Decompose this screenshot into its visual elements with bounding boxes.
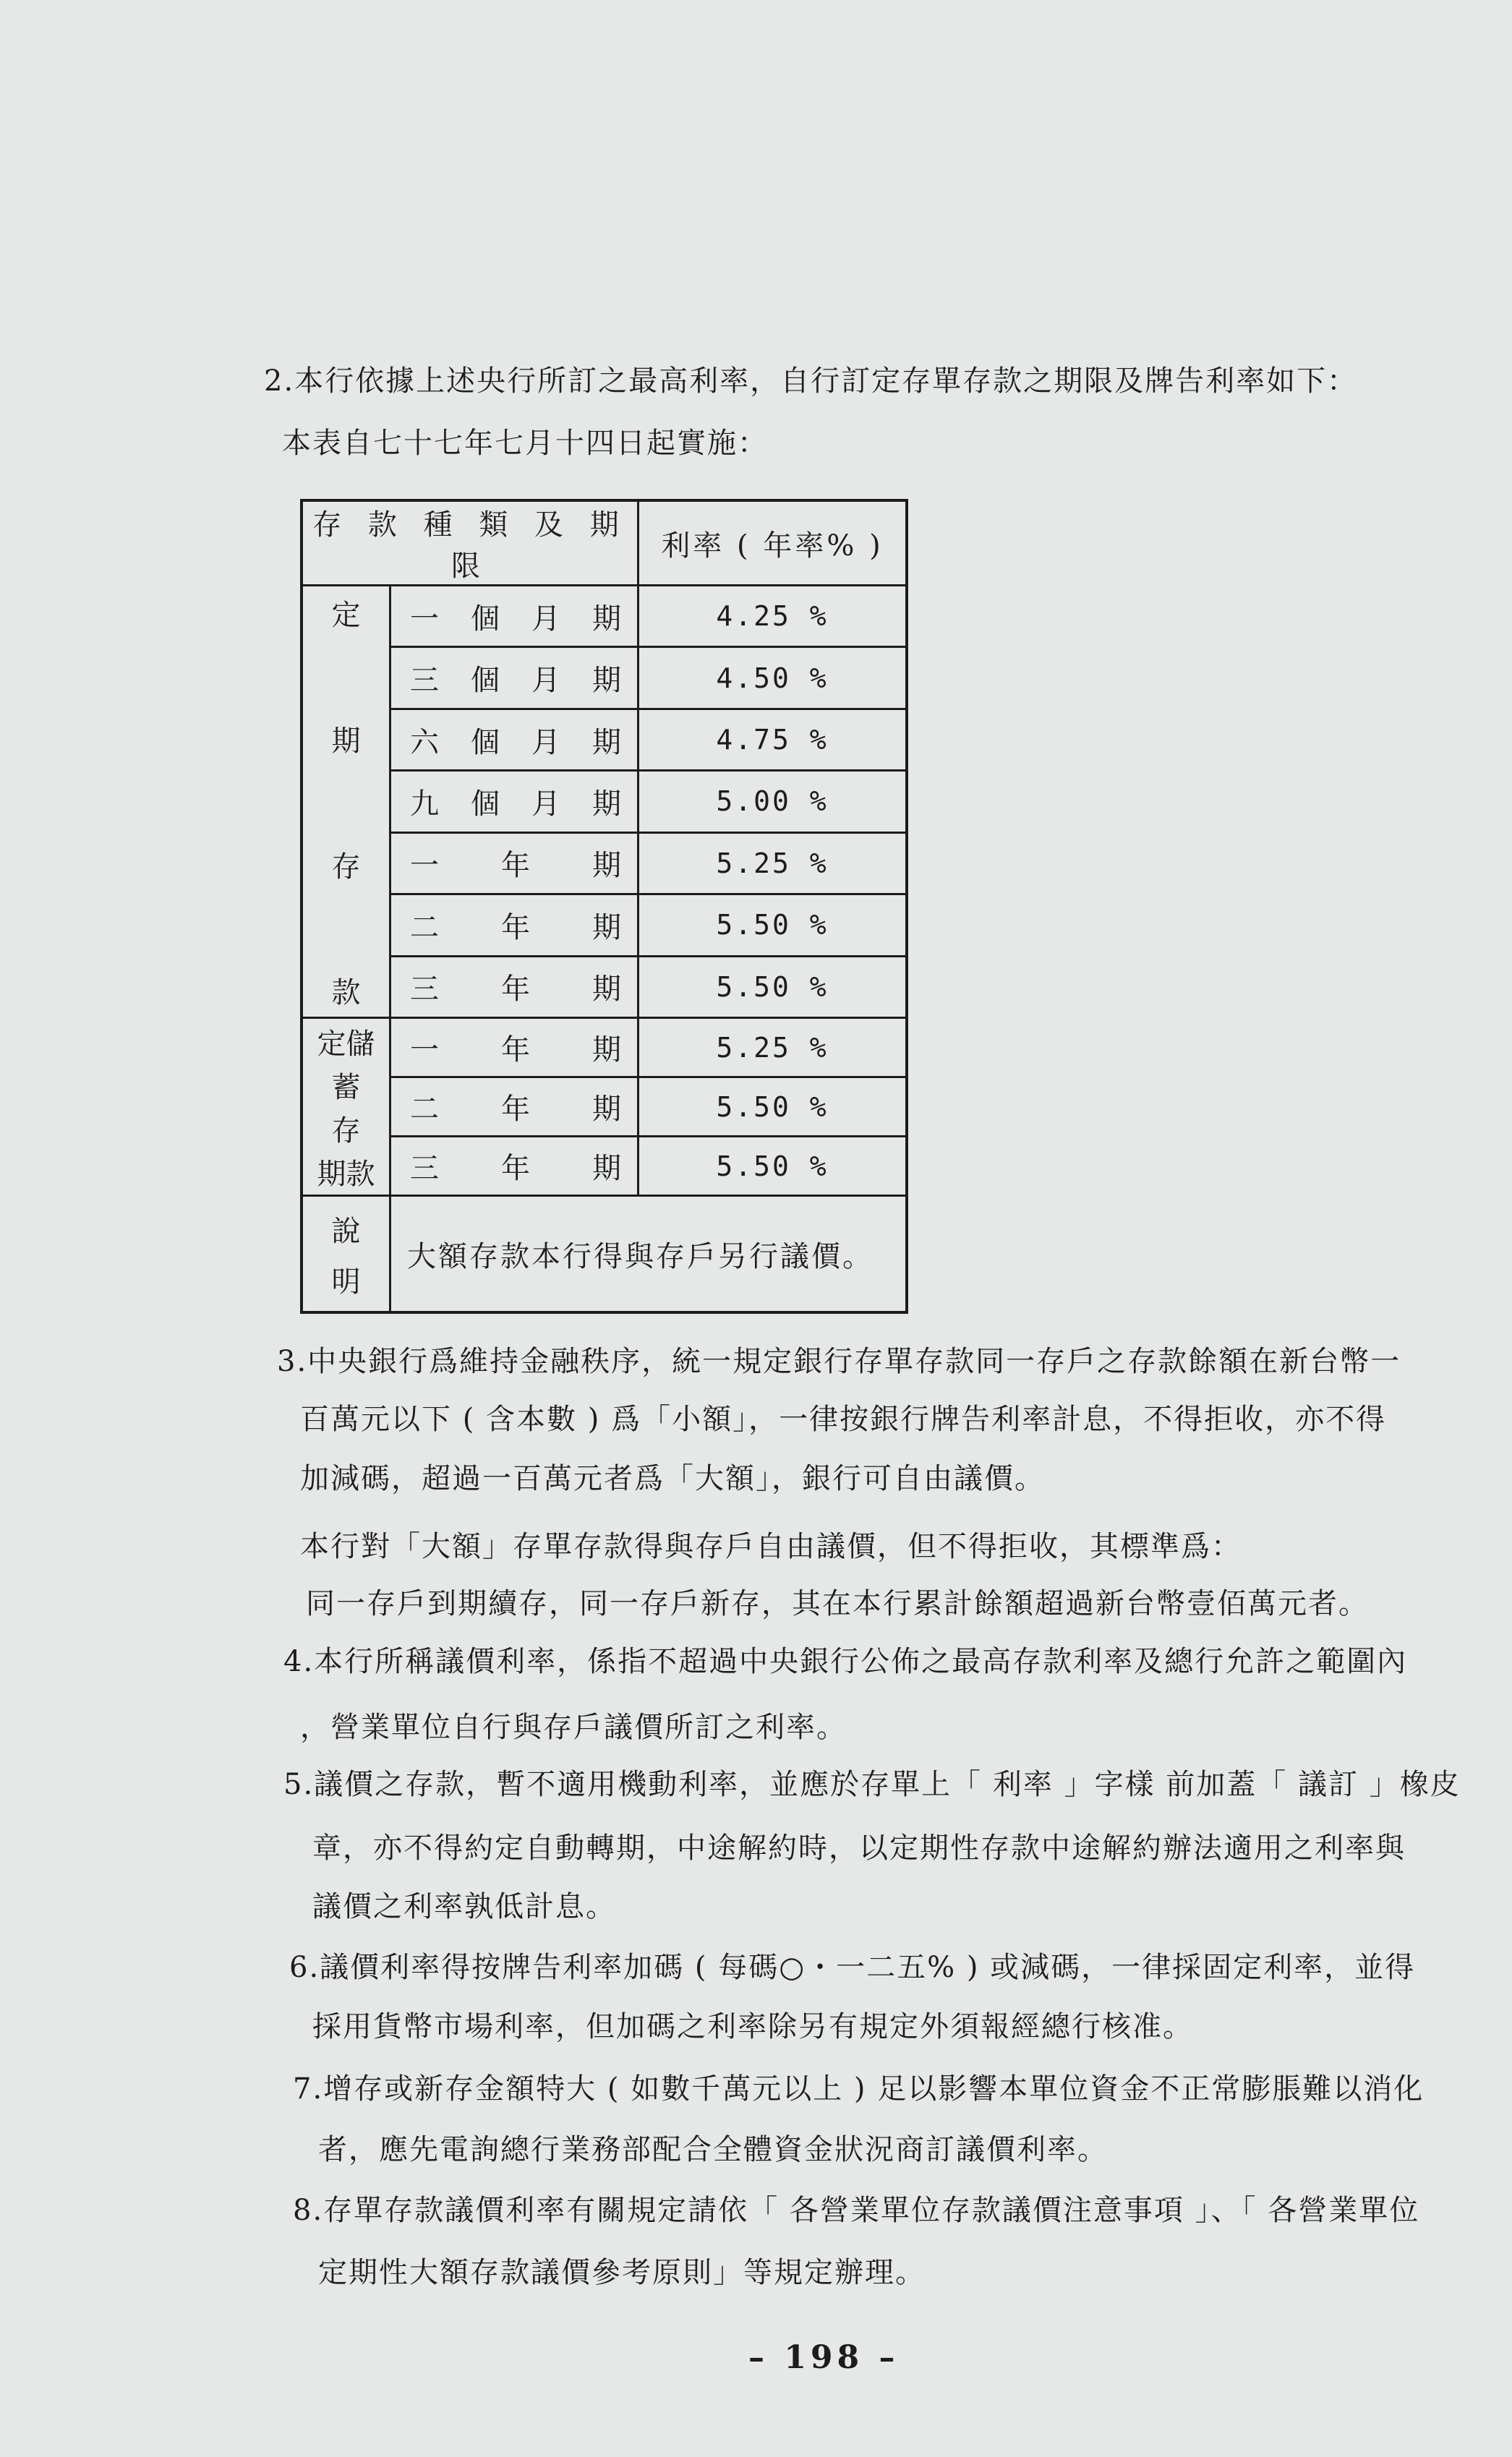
page-number: – 198 – [748, 2339, 900, 2376]
rate-cell: 5.50 % [638, 956, 907, 1017]
term-cell: 三 年 期 [390, 956, 638, 1017]
category-savings-deposit [302, 1018, 390, 1196]
category-char: 定儲 [317, 1027, 375, 1061]
term-cell: 三 個 月 期 [390, 647, 638, 709]
table-header-row [302, 500, 907, 586]
rate-cell: 5.00 % [638, 771, 907, 832]
table-note-row [302, 1196, 907, 1313]
item-4-line-2: ，營業單位自行與存戶議價所訂之利率。 [300, 1711, 847, 1744]
table-row [302, 1018, 907, 1077]
table-row [302, 586, 907, 647]
term-cell: 三 年 期 [390, 1137, 638, 1196]
item-5-line-1: 5.議價之存款，暫不適用機動利率，並應於存單上「 利率 」字樣 前加蓋「 議訂 」橡皮 [283, 1768, 1461, 1801]
category-char: 存 [331, 1114, 361, 1148]
category-char: 蓄 [331, 1071, 361, 1104]
header-rate: 利率 ( 年率% ) [638, 500, 907, 586]
item-3-line-3: 加減碼，超過一百萬元者爲「大額」，銀行可自由議價。 [300, 1462, 1045, 1495]
category-char: 期 [331, 725, 361, 758]
item-4-line-1: 4.本行所稱議價利率，係指不超過中央銀行公佈之最高存款利率及總行允許之範圍內 [283, 1645, 1408, 1678]
item-3-line-1: 3.中央銀行爲維持金融秩序，統一規定銀行存單存款同一存戶之存款餘額在新台幣一 [277, 1345, 1401, 1378]
rate-cell: 5.50 % [638, 1077, 907, 1137]
item-5-line-3: 議價之利率孰低計息。 [312, 1890, 616, 1923]
header-deposit-type: 存 款 種 類 及 期 限 [302, 500, 638, 586]
item-3-line-4: 本行對「大額」存單存款得與存戶自由議價，但不得拒收，其標準爲： [300, 1530, 1242, 1563]
term-cell: 六 個 月 期 [390, 709, 638, 770]
item-7-line-2: 者，應先電詢總行業務部配合全體資金狀況商訂議價利率。 [318, 2133, 1108, 2166]
table-row [302, 647, 907, 709]
category-char: 明 [331, 1265, 361, 1299]
category-char: 款 [331, 976, 361, 1009]
deposit-rate-table [300, 499, 908, 1314]
rate-cell: 5.50 % [638, 894, 907, 956]
table-row [302, 771, 907, 832]
term-cell: 一 個 月 期 [390, 586, 638, 647]
item-2-line-2: 本表自七十七年七月十四日起實施： [282, 427, 768, 460]
term-cell: 二 年 期 [390, 1077, 638, 1137]
item-8-line-1: 8.存單存款議價利率有關規定請依「 各營業單位存款議價注意事項 」、「 各營業單位 [293, 2194, 1420, 2227]
table-row [302, 1077, 907, 1137]
rate-cell: 5.25 % [638, 832, 907, 894]
term-cell: 一 年 期 [390, 1018, 638, 1077]
category-char: 定 [331, 599, 361, 632]
item-6-line-1: 6.議價利率得按牌告利率加碼 ( 每碼○・一二五% ) 或減碼，一律採固定利率，並得 [289, 1951, 1416, 1984]
rate-cell: 5.50 % [638, 1137, 907, 1196]
category-char: 存 [331, 850, 361, 884]
rate-cell: 4.50 % [638, 647, 907, 709]
category-char: 說 [331, 1214, 361, 1248]
table-row [302, 1137, 907, 1196]
rate-cell: 4.25 % [638, 586, 907, 647]
note-text: 大額存款本行得與存戶另行議價。 [390, 1196, 907, 1313]
table-row [302, 956, 907, 1017]
term-cell: 九 個 月 期 [390, 771, 638, 832]
item-5-line-2: 章，亦不得約定自動轉期，中途解約時，以定期性存款中途解約辦法適用之利率與 [312, 1832, 1406, 1865]
term-cell: 一 年 期 [390, 832, 638, 894]
item-3-line-2: 百萬元以下 ( 含本數 ) 爲「小額」，一律按銀行牌告利率計息，不得拒收，亦不得 [300, 1403, 1387, 1436]
item-8-line-2: 定期性大額存款議價參考原則」等規定辦理。 [318, 2256, 926, 2289]
item-6-line-2: 採用貨幣市場利率，但加碼之利率除另有規定外須報經總行核准。 [312, 2010, 1193, 2043]
category-char: 期款 [317, 1158, 375, 1191]
term-cell: 二 年 期 [390, 894, 638, 956]
table-row [302, 709, 907, 770]
table-row [302, 894, 907, 956]
note-label [302, 1196, 390, 1313]
table-row [302, 832, 907, 894]
item-2-line-1: 2.本行依據上述央行所訂之最高利率，自行訂定存單存款之期限及牌告利率如下： [264, 364, 1358, 398]
rate-cell: 5.25 % [638, 1018, 907, 1077]
rate-cell: 4.75 % [638, 709, 907, 770]
category-fixed-deposit [302, 586, 390, 1018]
item-7-line-1: 7.增存或新存金額特大 ( 如數千萬元以上 ) 足以影響本單位資金不正常膨脹難以消化 [293, 2072, 1425, 2106]
item-3-line-5: 同一存戶到期續存，同一存戶新存，其在本行累計餘額超過新台幣壹佰萬元者。 [306, 1587, 1369, 1620]
